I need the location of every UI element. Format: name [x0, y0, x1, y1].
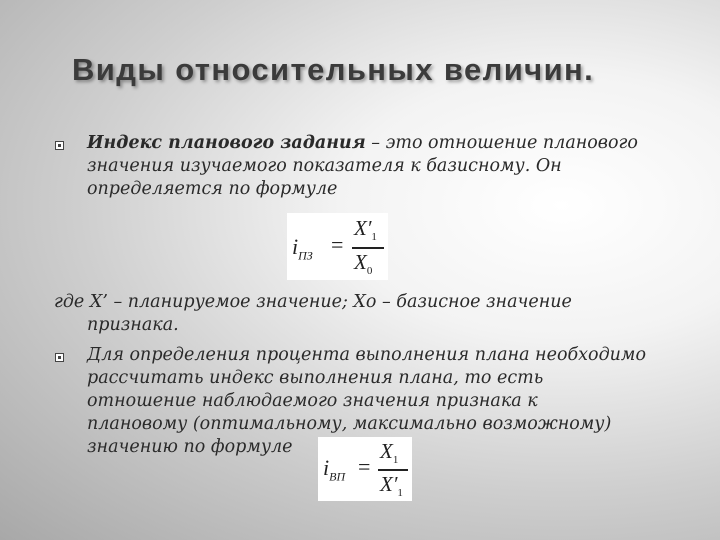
formula-1-fraction-bar: [352, 247, 384, 249]
bullet-marker-icon: [55, 353, 64, 362]
formula-1-equals: =: [331, 232, 344, 257]
formula-1-numerator: $X'_1$: [354, 216, 377, 244]
formula-plan-index: [287, 213, 388, 280]
bullet-1-text: [87, 132, 697, 201]
bullet-2-line: значению по формуле: [87, 437, 293, 457]
where-text-line-1: где X’ – планируемое значение; Xo – базисное значение: [54, 292, 572, 312]
bullet-marker-icon: [55, 141, 64, 150]
formula-1-denominator: $X_0$: [354, 250, 373, 278]
formula-plan-fulfillment-index: [318, 437, 412, 501]
bullet-1-definition: – это отношение планового значения изучаемого показателя к базисному. Он определяется по формуле: [87, 133, 638, 199]
bullet-2-line: плановому (оптимальному, максимально возможному): [87, 414, 612, 434]
formula-2-equals: =: [358, 454, 371, 479]
bullet-1-term: Индекс планового задания: [87, 133, 366, 153]
bullet-2-line: Для определения процента выполнения плана необходимо: [87, 345, 646, 365]
where-text-line-2: признака.: [87, 315, 179, 335]
slide-title: Виды относительных величин.: [72, 52, 595, 87]
formula-2-denominator: $X'_1$: [380, 472, 403, 500]
formula-1-lhs: $i_{ПЗ}$: [292, 234, 313, 263]
formula-2-lhs: $i_{ВП}$: [323, 455, 346, 484]
bullet-2-line: рассчитать индекс выполнения плана, то есть: [87, 368, 544, 388]
bullet-2-line: отношение наблюдаемого значения признака к: [87, 391, 538, 411]
formula-2-fraction-bar: [378, 469, 408, 471]
formula-2-numerator: $X_1$: [380, 439, 399, 467]
